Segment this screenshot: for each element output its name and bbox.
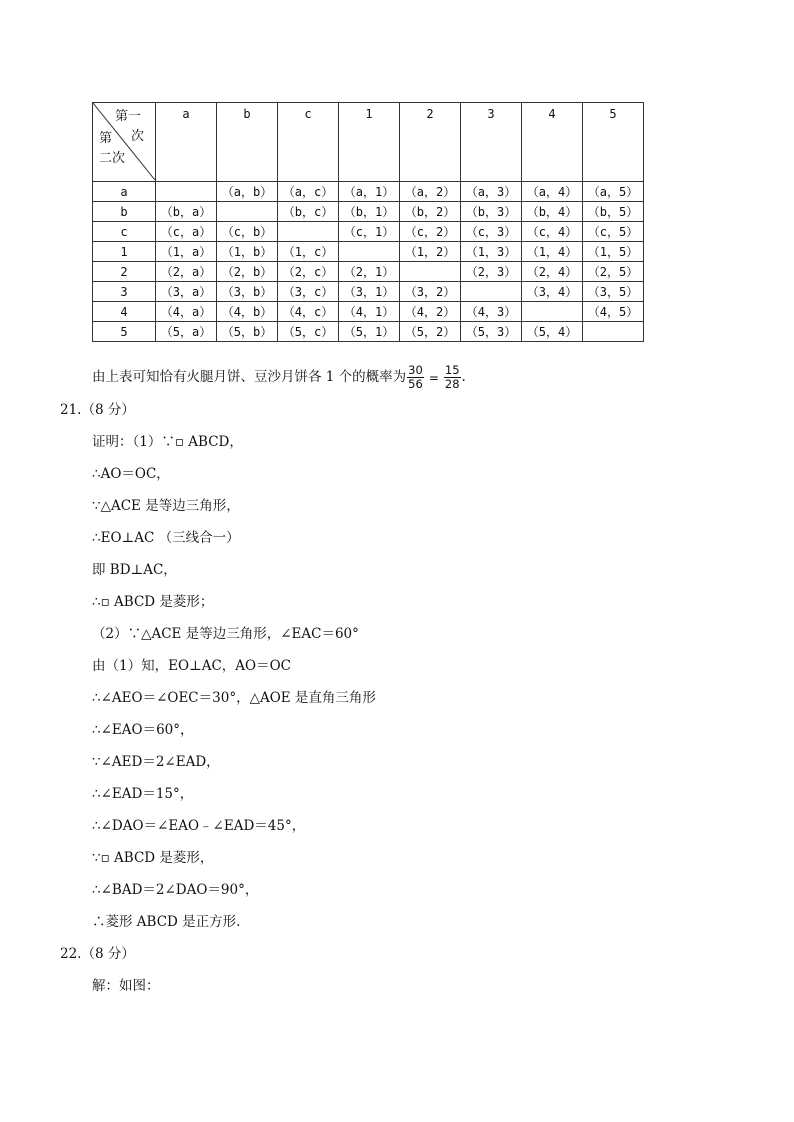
table-cell: （4，a） (156, 302, 217, 322)
column-header: c (278, 103, 339, 182)
table-cell: （3，2） (400, 282, 461, 302)
table-cell (583, 322, 644, 342)
table-cell: （5，a） (156, 322, 217, 342)
row-header: 2 (93, 262, 156, 282)
table-cell: （b，a） (156, 202, 217, 222)
table-row (93, 182, 644, 202)
column-header: 5 (583, 103, 644, 182)
table-cell: （c，1） (339, 222, 400, 242)
table-cell: （c，2） (400, 222, 461, 242)
table-cell: （2，3） (461, 262, 522, 282)
probability-conclusion (92, 364, 466, 391)
table-cell: （b，3） (461, 202, 522, 222)
table-cell: （3，4） (522, 282, 583, 302)
table-cell (278, 222, 339, 242)
table-cell: （3，5） (583, 282, 644, 302)
question-21-header: 21.（8 分） (60, 402, 135, 418)
table-cell: （c，4） (522, 222, 583, 242)
table-cell: （a，4） (522, 182, 583, 202)
table-cell: （2，5） (583, 262, 644, 282)
column-header: b (217, 103, 278, 182)
fraction-30-56 (407, 364, 424, 391)
table-row (93, 302, 644, 322)
table-row (93, 202, 644, 222)
fraction-numerator: 15 (444, 363, 460, 377)
table-cell: （4，2） (400, 302, 461, 322)
table-cell: （b，5） (583, 202, 644, 222)
fraction-denominator: 28 (444, 377, 460, 391)
proof-line: ∴∠EAD＝15°， (92, 786, 194, 802)
proof-line: ∴EO⊥AC （三线合一） (92, 530, 240, 546)
column-header: 4 (522, 103, 583, 182)
table-cell: （1，b） (217, 242, 278, 262)
table-row (93, 262, 644, 282)
table-cell (461, 282, 522, 302)
conclusion-text: 由上表可知恰有火腿月饼、豆沙月饼各 1 个的概率为 (92, 369, 407, 385)
proof-line: 即 BD⊥AC， (92, 562, 177, 578)
outcome-table (92, 102, 644, 342)
table-cell: （5，4） (522, 322, 583, 342)
proof-line: ∴菱形 ABCD 是正方形. (92, 914, 241, 930)
table-cell: （1，5） (583, 242, 644, 262)
table-cell (522, 302, 583, 322)
proof-line: ∵∠AED＝2∠EAD， (92, 754, 220, 770)
proof-line: ∴▫ ABCD 是菱形； (92, 594, 214, 610)
table-cell: （a，c） (278, 182, 339, 202)
fraction-denominator: 56 (408, 377, 423, 391)
table-cell (217, 202, 278, 222)
row-header: 4 (93, 302, 156, 322)
table-cell: （a，b） (217, 182, 278, 202)
table-cell: （c，5） (583, 222, 644, 242)
table-cell: （5，b） (217, 322, 278, 342)
proof-line: 证明：（1）∵▫ ABCD， (92, 434, 243, 450)
table-row (93, 322, 644, 342)
corner-label-first-top: 第一 (115, 109, 142, 124)
table-cell: （2，4） (522, 262, 583, 282)
proof-line: （2）∵△ACE 是等边三角形，∠EAC＝60° (92, 626, 359, 642)
row-header: a (93, 182, 156, 202)
table-cell (339, 242, 400, 262)
table-cell: （c，b） (217, 222, 278, 242)
table-cell: （2，b） (217, 262, 278, 282)
table-cell: （b，2） (400, 202, 461, 222)
row-header: 3 (93, 282, 156, 302)
table-row (93, 282, 644, 302)
proof-line: ∴∠EAO＝60°， (92, 722, 194, 738)
table-cell: （3，a） (156, 282, 217, 302)
row-header: 5 (93, 322, 156, 342)
table-corner-cell (93, 103, 156, 182)
table-cell (156, 182, 217, 202)
row-header: 1 (93, 242, 156, 262)
row-header: c (93, 222, 156, 242)
equals-sign: = (428, 370, 439, 385)
proof-line: ∵△ACE 是等边三角形， (92, 498, 240, 514)
table-cell (400, 262, 461, 282)
table-cell: （2，1） (339, 262, 400, 282)
table-cell: （b，1） (339, 202, 400, 222)
table-cell: （c，3） (461, 222, 522, 242)
table-cell: （5，2） (400, 322, 461, 342)
row-header: b (93, 202, 156, 222)
table-cell: （2，c） (278, 262, 339, 282)
proof-line: 由（1）知，EO⊥AC，AO＝OC (92, 658, 291, 674)
table-cell: （5，c） (278, 322, 339, 342)
table-cell: （5，1） (339, 322, 400, 342)
proof-line: ∴∠AEO＝∠OEC＝30°，△AOE 是直角三角形 (92, 690, 376, 706)
fraction-15-28 (444, 364, 461, 391)
conclusion-period: . (461, 369, 466, 385)
question-22-header: 22.（8 分） (60, 946, 135, 962)
table-cell: （4，b） (217, 302, 278, 322)
proof-line: ∴∠BAD＝2∠DAO＝90°， (92, 882, 259, 898)
table-cell: （5，3） (461, 322, 522, 342)
table-cell: （1，a） (156, 242, 217, 262)
table-cell: （b，c） (278, 202, 339, 222)
proof-line: ∴AO＝OC， (92, 466, 170, 482)
table-cell: （3，1） (339, 282, 400, 302)
table-cell: （a，3） (461, 182, 522, 202)
corner-label-second-top: 第 (99, 131, 113, 146)
table-cell: （1，2） (400, 242, 461, 262)
table-cell: （4，c） (278, 302, 339, 322)
table-cell: （2，a） (156, 262, 217, 282)
table-cell: （c，a） (156, 222, 217, 242)
table-cell: （a，2） (400, 182, 461, 202)
table-cell: （3，c） (278, 282, 339, 302)
table-cell: （1，3） (461, 242, 522, 262)
column-header: 3 (461, 103, 522, 182)
proof-line: ∵▫ ABCD 是菱形， (92, 850, 214, 866)
table-cell: （b，4） (522, 202, 583, 222)
column-header: 2 (400, 103, 461, 182)
corner-label-first-bottom: 次 (131, 129, 145, 144)
table-cell: （4，1） (339, 302, 400, 322)
table-header-row (93, 103, 644, 182)
fraction-numerator: 30 (408, 363, 423, 377)
proof-line: ∴∠DAO＝∠EAO﹣∠EAD＝45°， (92, 818, 306, 834)
column-header: a (156, 103, 217, 182)
table-cell: （a，5） (583, 182, 644, 202)
table-row (93, 242, 644, 262)
table-cell: （a，1） (339, 182, 400, 202)
table-cell: （1，c） (278, 242, 339, 262)
table-cell: （3，b） (217, 282, 278, 302)
table-cell: （4，5） (583, 302, 644, 322)
table-cell: （1，4） (522, 242, 583, 262)
table-cell: （4，3） (461, 302, 522, 322)
corner-label-second-bottom: 二次 (99, 151, 126, 166)
solution-line: 解：如图： (92, 978, 160, 994)
column-header: 1 (339, 103, 400, 182)
table-row (93, 222, 644, 242)
